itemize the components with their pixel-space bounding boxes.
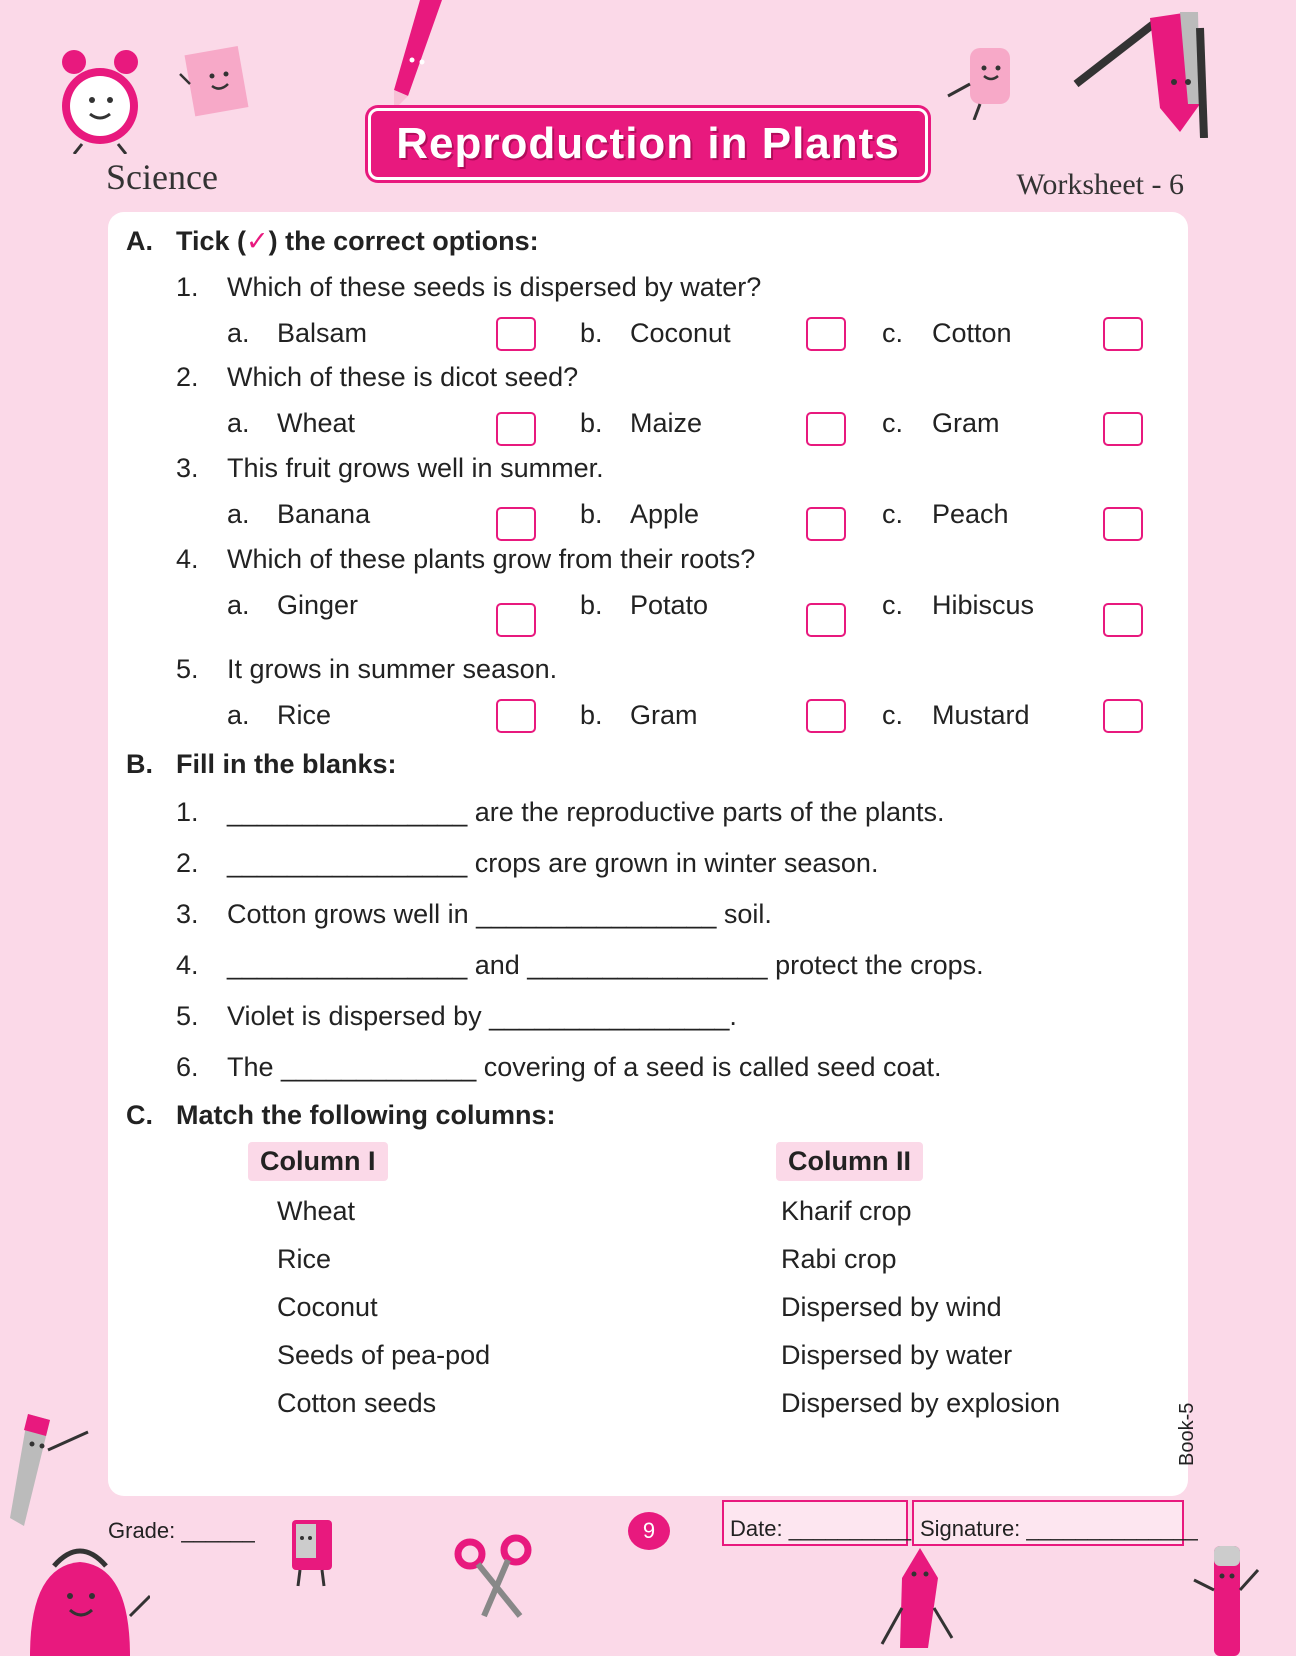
blank-2-text[interactable]: ________________ crops are grown in winter season. — [227, 848, 879, 878]
column-1-item: Coconut — [277, 1292, 378, 1322]
book-label: Book-5 — [1176, 1402, 1198, 1466]
worksheet-number: Worksheet - 6 — [1016, 168, 1184, 201]
q4-option-c-letter: c. — [882, 590, 904, 620]
column-2-item: Kharif crop — [781, 1196, 912, 1226]
q3-option-a-label: Banana — [277, 499, 371, 529]
q1-option-c-label: Cotton — [932, 318, 1012, 348]
q4-option-b-label: Potato — [630, 590, 709, 620]
signature-field[interactable] — [912, 1500, 1198, 1546]
section-b-letter: B. — [126, 749, 153, 779]
blank-5-number: 5. — [176, 1001, 199, 1031]
question-5-text: It grows in summer season. — [227, 654, 558, 684]
signature-label: Signature: ______________ — [920, 1516, 1198, 1541]
q3-option-c-letter: c. — [882, 499, 904, 529]
scissors-icon — [454, 1534, 534, 1618]
blank-3-text[interactable]: Cotton grows well in ________________ soil. — [227, 899, 772, 929]
worksheet-title — [368, 108, 928, 180]
q4-option-a-label: Ginger — [277, 590, 359, 620]
date-field[interactable] — [722, 1500, 912, 1546]
column-1-title: Column I — [248, 1142, 388, 1181]
q3-option-b-checkbox[interactable] — [806, 507, 846, 541]
question-4-number: 4. — [176, 544, 199, 574]
q2-option-a-checkbox[interactable] — [496, 412, 536, 446]
question-4-text: Which of these plants grow from their roots? — [227, 544, 756, 574]
q1-option-b-letter: b. — [580, 318, 603, 348]
column-1-item: Wheat — [277, 1196, 356, 1226]
column-2-title: Column II — [776, 1142, 923, 1181]
section-a-letter: A. — [126, 226, 153, 256]
column-2-item: Dispersed by explosion — [781, 1388, 1061, 1418]
q4-option-b-checkbox[interactable] — [806, 603, 846, 637]
grade-field[interactable]: Grade: ______ — [108, 1518, 255, 1543]
column-1-item: Seeds of pea-pod — [277, 1340, 491, 1370]
question-1-text: Which of these seeds is dispersed by water? — [227, 272, 762, 302]
pencil-icon — [880, 1548, 960, 1648]
pencil-icon — [380, 0, 450, 112]
column-2-item: Dispersed by water — [781, 1340, 1013, 1370]
column-2-item: Dispersed by wind — [781, 1292, 1002, 1322]
q3-option-a-checkbox[interactable] — [496, 507, 536, 541]
q1-option-a-letter: a. — [227, 318, 250, 348]
q5-option-c-label: Mustard — [932, 700, 1030, 730]
q2-option-a-letter: a. — [227, 408, 250, 438]
question-3-number: 3. — [176, 453, 199, 483]
q2-option-b-checkbox[interactable] — [806, 412, 846, 446]
q2-option-c-checkbox[interactable] — [1103, 412, 1143, 446]
question-2-text: Which of these is dicot seed? — [227, 362, 579, 392]
q1-option-c-checkbox[interactable] — [1103, 317, 1143, 351]
blank-3-number: 3. — [176, 899, 199, 929]
q1-option-c-letter: c. — [882, 318, 904, 348]
q5-option-b-letter: b. — [580, 700, 603, 730]
blank-2-number: 2. — [176, 848, 199, 878]
eraser-icon — [944, 44, 1024, 120]
q5-option-b-checkbox[interactable] — [806, 699, 846, 733]
q3-option-c-label: Peach — [932, 499, 1009, 529]
section-b-heading: Fill in the blanks: — [176, 749, 397, 779]
pen-icon — [1190, 1540, 1260, 1656]
q1-option-b-checkbox[interactable] — [806, 317, 846, 351]
q3-option-b-label: Apple — [630, 499, 700, 529]
q5-option-c-letter: c. — [882, 700, 904, 730]
tick-icon: ✓ — [246, 226, 269, 256]
notepad-icon — [178, 44, 258, 124]
section-a-heading — [176, 226, 539, 257]
subject-label: Science — [106, 157, 218, 197]
q5-option-a-label: Rice — [277, 700, 332, 730]
compass-icon — [1070, 8, 1220, 138]
q2-option-c-label: Gram — [932, 408, 1000, 438]
q5-option-b-label: Gram — [630, 700, 698, 730]
blank-4-number: 4. — [176, 950, 199, 980]
q5-option-a-checkbox[interactable] — [496, 699, 536, 733]
q3-option-b-letter: b. — [580, 499, 603, 529]
section-c-heading: Match the following columns: — [176, 1100, 556, 1130]
section-a-heading-post: ) the correct options: — [268, 226, 539, 256]
blank-1-number: 1. — [176, 797, 199, 827]
q2-option-b-label: Maize — [630, 408, 703, 438]
q1-option-b-label: Coconut — [630, 318, 731, 348]
q4-option-a-checkbox[interactable] — [496, 603, 536, 637]
blank-5-text[interactable]: Violet is dispersed by ________________. — [227, 1001, 737, 1031]
q2-option-b-letter: b. — [580, 408, 603, 438]
q4-option-a-letter: a. — [227, 590, 250, 620]
q3-option-a-letter: a. — [227, 499, 250, 529]
sharpener-icon — [282, 1516, 346, 1588]
q2-option-c-letter: c. — [882, 408, 904, 438]
q2-option-a-label: Wheat — [277, 408, 356, 438]
question-1-number: 1. — [176, 272, 199, 302]
column-1-item: Rice — [277, 1244, 332, 1274]
blank-1-text[interactable]: ________________ are the reproductive parts of the plants. — [227, 797, 945, 827]
column-1-item: Cotton seeds — [277, 1388, 437, 1418]
section-a-heading-pre: Tick ( — [176, 226, 247, 256]
question-5-number: 5. — [176, 654, 199, 684]
blank-6-number: 6. — [176, 1052, 199, 1082]
page-number: 9 — [628, 1512, 670, 1550]
bag-icon — [10, 1526, 150, 1656]
date-label: Date: __________ — [730, 1516, 912, 1541]
q4-option-c-checkbox[interactable] — [1103, 603, 1143, 637]
q5-option-a-letter: a. — [227, 700, 250, 730]
q1-option-a-label: Balsam — [277, 318, 368, 348]
q4-option-c-label: Hibiscus — [932, 590, 1035, 620]
ruler-icon — [8, 1410, 94, 1530]
blank-6-text[interactable]: The _____________ covering of a seed is called seed coat. — [227, 1052, 942, 1082]
q5-option-c-checkbox[interactable] — [1103, 699, 1143, 733]
worksheet-title-text: Reproduction in Plants — [396, 119, 900, 168]
q3-option-c-checkbox[interactable] — [1103, 507, 1143, 541]
section-c-letter: C. — [126, 1100, 153, 1130]
blank-4-text[interactable]: ________________ and ________________ protect the crops. — [227, 950, 984, 980]
q1-option-a-checkbox[interactable] — [496, 317, 536, 351]
column-2-item: Rabi crop — [781, 1244, 897, 1274]
question-2-number: 2. — [176, 362, 199, 392]
q4-option-b-letter: b. — [580, 590, 603, 620]
alarm-clock-icon — [52, 44, 148, 154]
question-3-text: This fruit grows well in summer. — [227, 453, 604, 483]
